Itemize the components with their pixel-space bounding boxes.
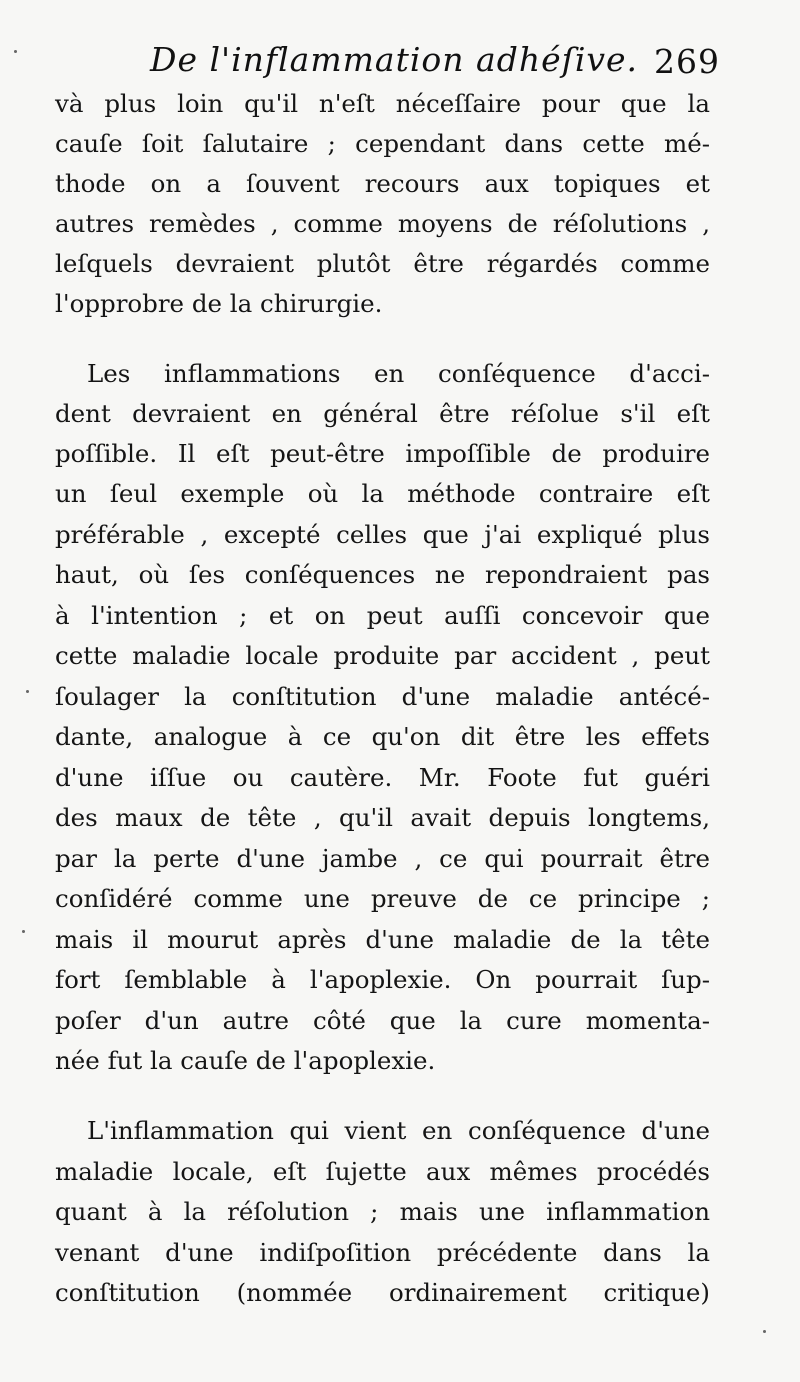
scan-speck — [26, 690, 29, 693]
text-line: leſquels devraient plutôt être régardés comme — [55, 249, 710, 278]
text-line: ſoulager la conſtitution d'une maladie antécé- — [55, 682, 710, 711]
text-line: Les inflammations en conſéquence d'acci- — [87, 359, 710, 388]
text-line: maladie locale, eſt ſujette aux mêmes procédés — [55, 1157, 710, 1186]
text-line: dante, analogue à ce qu'on dit être les effets — [55, 722, 710, 751]
text-line: à l'intention ; et on peut auſſi concevoir que — [55, 601, 710, 630]
text-line: cette maladie locale produite par accident , peut — [55, 641, 710, 670]
text-line: và plus loin qu'il n'eſt néceſſaire pour que la — [55, 89, 710, 118]
text-line: L'inflammation qui vient en conſéquence d'une — [87, 1116, 710, 1145]
running-header — [150, 40, 720, 90]
text-line: venant d'une indiſpoſition précédente dans la — [55, 1238, 710, 1267]
text-line: haut, où ſes conſéquences ne repondraient pas — [55, 560, 710, 589]
text-line: l'opprobre de la chirurgie. — [55, 289, 383, 318]
text-line: dent devraient en général être réſolue s'il eſt — [55, 399, 710, 428]
text-line: mais il mourut après d'une maladie de la tête — [55, 925, 710, 954]
page-number: 269 — [654, 42, 720, 81]
scan-speck — [14, 50, 17, 53]
text-line: préférable , excepté celles que j'ai expliqué plus — [55, 520, 710, 549]
text-line: des maux de tête , qu'il avait depuis longtems, — [55, 803, 710, 832]
text-line: cauſe ſoit ſalutaire ; cependant dans cette mé- — [55, 129, 710, 158]
text-line: poſſible. Il eſt peut-être impoſſible de produire — [55, 439, 710, 468]
text-line: poſer d'un autre côté que la cure momenta- — [55, 1006, 710, 1035]
text-line: d'une iſſue ou cautère. Mr. Foote fut guéri — [55, 763, 710, 792]
text-line: conſidéré comme une preuve de ce principe ; — [55, 884, 710, 913]
text-line: autres remèdes , comme moyens de réſolutions , — [55, 209, 710, 238]
scan-speck — [763, 1330, 766, 1333]
text-line: née fut la cauſe de l'apoplexie. — [55, 1046, 436, 1075]
text-line: conſtitution (nommée ordinairement critique) — [55, 1278, 710, 1307]
text-line: thode on a ſouvent recours aux topiques et — [55, 169, 710, 198]
scan-speck — [22, 930, 25, 933]
text-line: un ſeul exemple où la méthode contraire eſt — [55, 479, 710, 508]
text-line: quant à la réſolution ; mais une inflammation — [55, 1197, 710, 1226]
text-line: par la perte d'une jambe , ce qui pourrait être — [55, 844, 710, 873]
text-line: fort ſemblable à l'apoplexie. On pourrait ſup- — [55, 965, 710, 994]
running-title: De l'inflammation adhéſive. — [150, 40, 639, 79]
